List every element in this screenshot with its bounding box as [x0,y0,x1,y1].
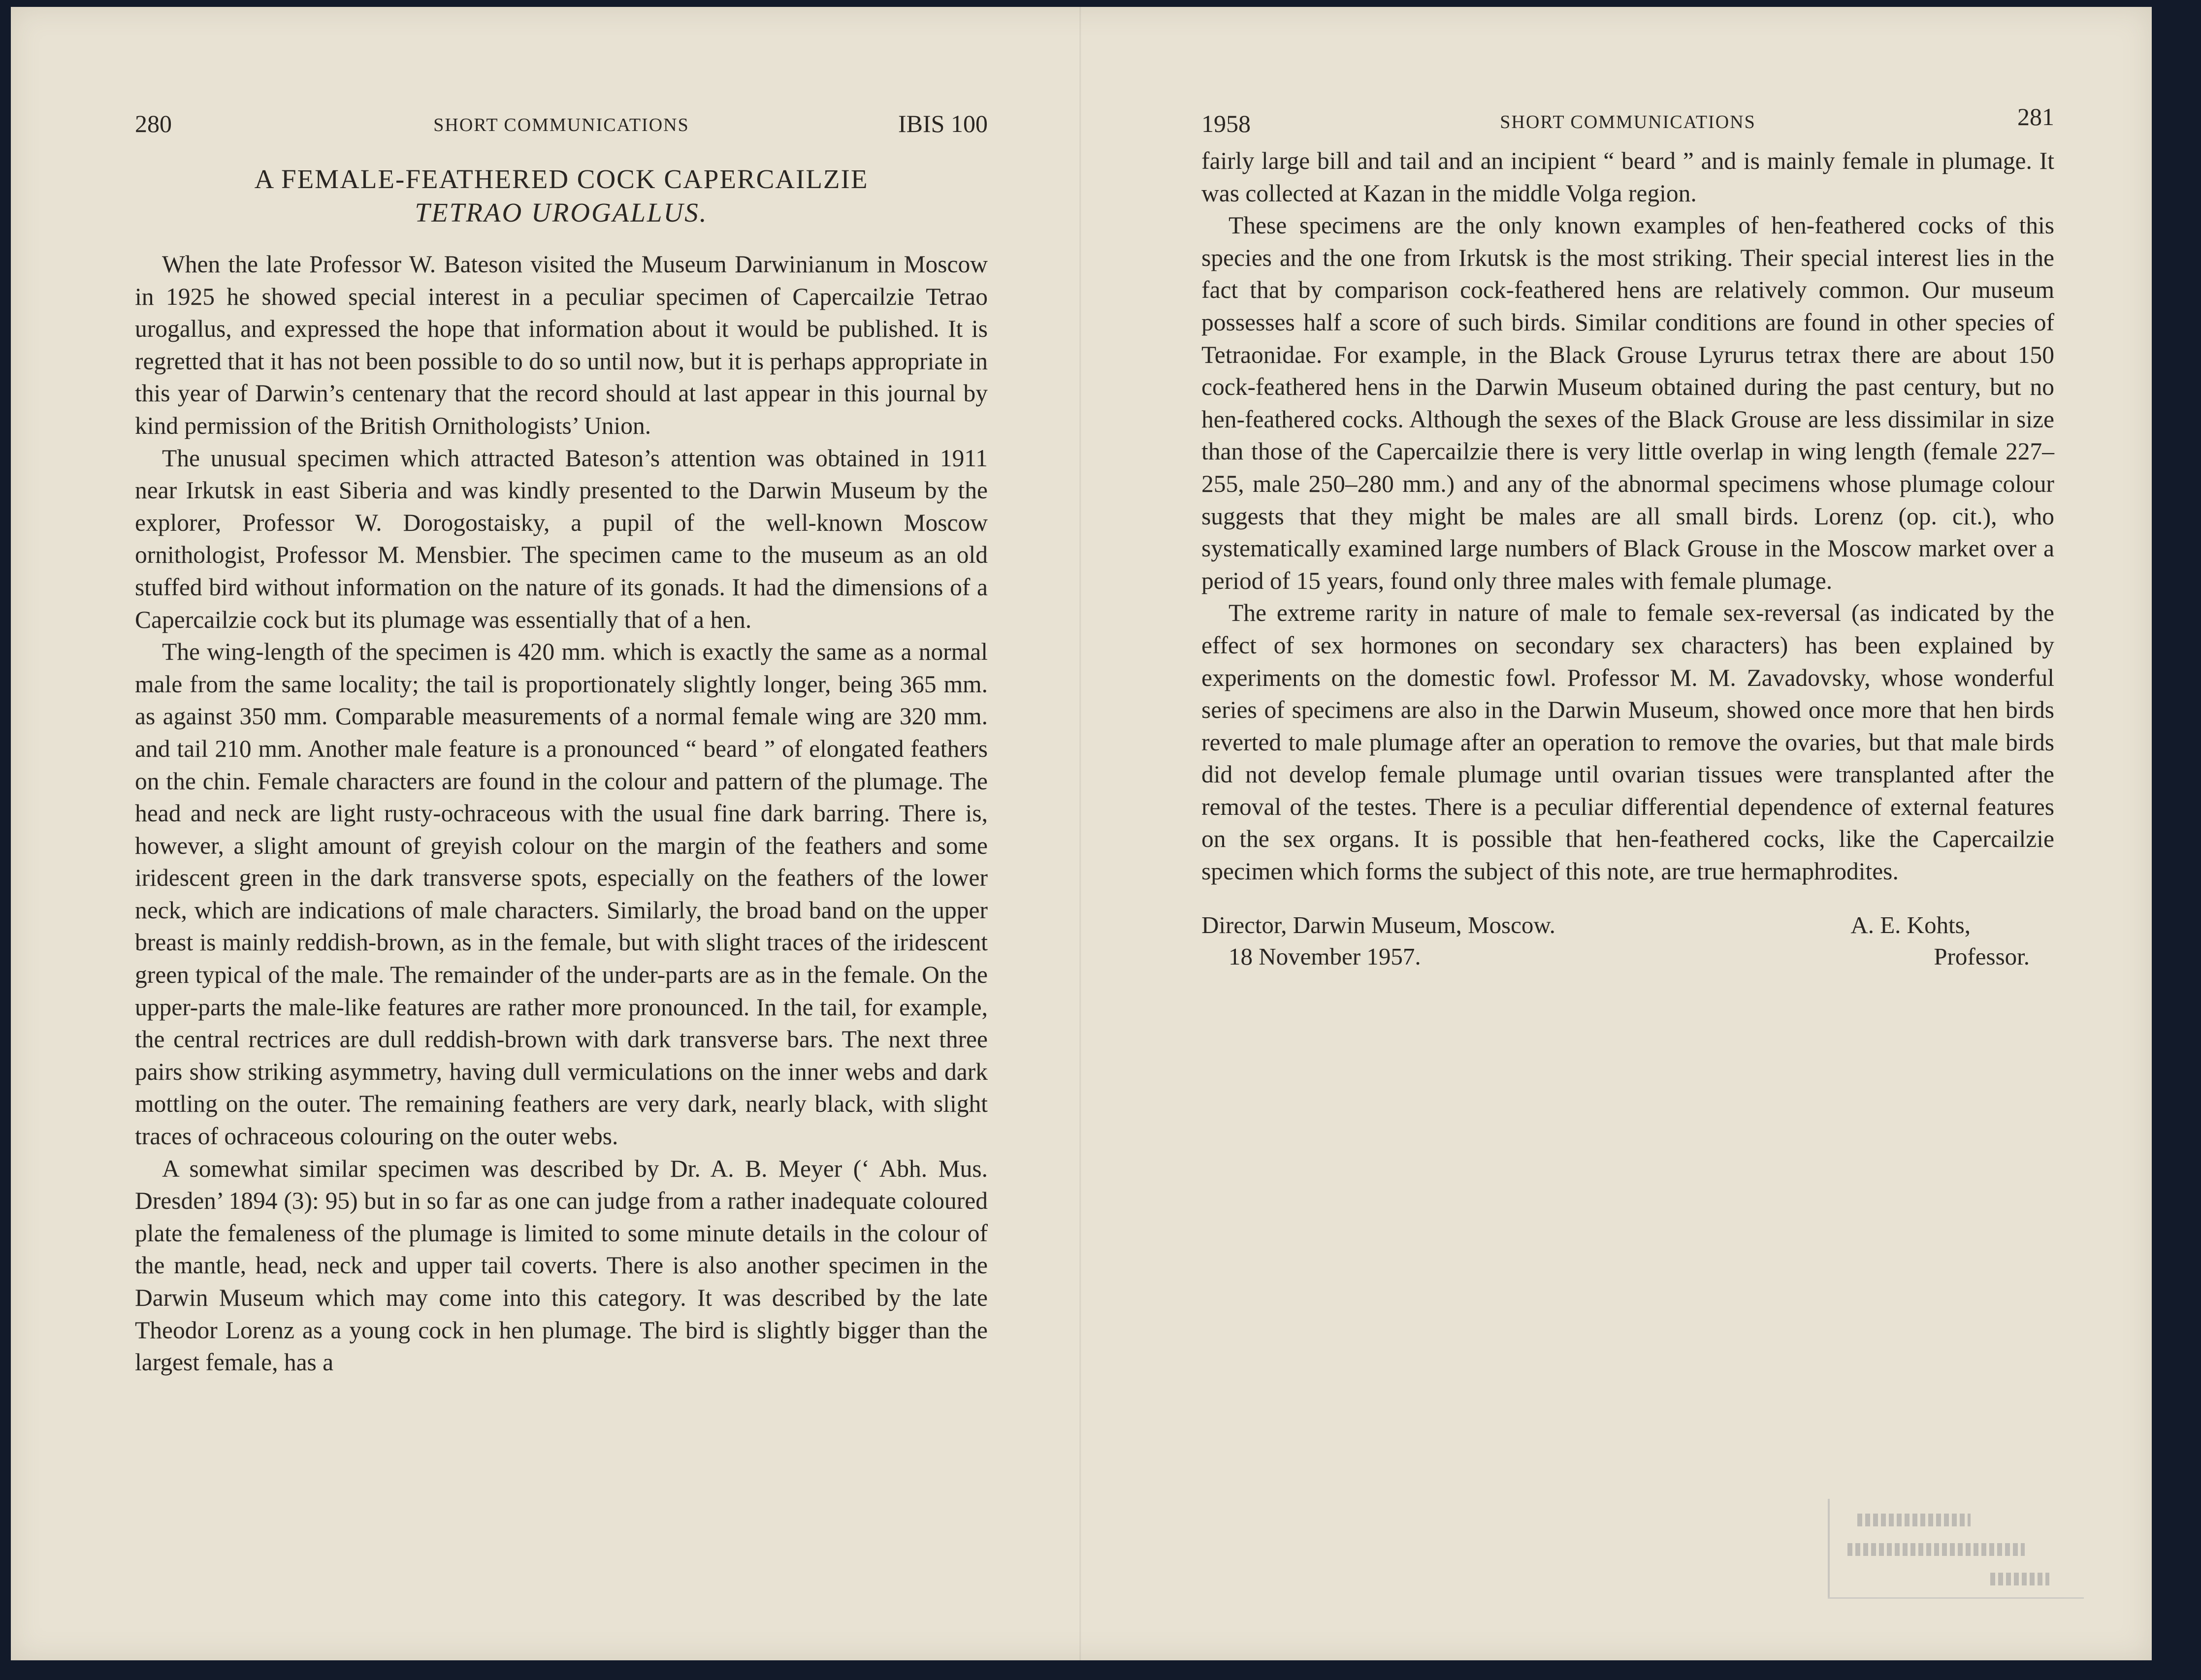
paragraph: The extreme rarity in nature of male to female sex-reversal (as indicated by the effect of sex hormones on secondary sex characters) has been explained by experiments on the domestic fowl. Professor M. M. Zavadovsky, whose wonderful series of specimens are also in the Darwin Museum, showed once more that hen birds reverted to male plumage after an operation to remove the ovaries, but that male birds did not develop female plumage until ovarian tissues were transplanted after the removal of the testes. There is a peculiar differential dependence of external features on the sex organs. It is possible that hen-feathered cocks, like the Capercailzie specimen which forms the subject of this note, are true hermaphrodites. [1201,599,2054,885]
paragraph: The unusual specimen which attracted Bateson’s attention was obtained in 1911 near Irkutsk in east Siberia and was kindly presented to the Darwin Museum by the explorer, Professor W. Dorogostaisky, a pupil of the well-known Moscow ornithologist, Professor M. Mensbier. The specimen came to the museum as an old stuffed bird without information on the nature of its gonads. It had the dimensions of a Capercailzie cock but its plumage was essentially that of a hen. [135,444,988,633]
right-running-head-title: SHORT COMMUNICATIONS [1500,112,1756,132]
author-name: A. E. Kohts, [1850,911,1971,938]
paragraph: fairly large bill and tail and an incipient “ beard ” and is mainly female in plumage. It was collected at Kazan in the middle Volga region. [1201,147,2054,207]
article-subtitle: TETRAO UROGALLUS. [415,197,708,227]
right-page-number: 281 [2017,103,2054,130]
paragraph: When the late Professor W. Bateson visited the Museum Darwinianum in Moscow in 1925 he showed special interest in a peculiar specimen of Capercailzie Tetrao urogallus, and expressed the hope that information about it would be published. It is regretted that it has not been possible to do so until now, but it is perhaps appropriate in this year of Darwin’s centenary that the record should at last appear in this journal by kind permission of the British Ornithologists’ Union. [135,251,988,439]
right-body-text [1201,145,2054,888]
right-running-head [1201,102,2054,147]
paragraph: A somewhat similar specimen was described by Dr. A. B. Meyer (‘ Abh. Mus. Dresden’ 1894 (3): 95) but in so far as one can judge from a rather inadequate coloured plate the femaleness of the plumage is limited to some minute details in the colour of the mantle, head, neck and upper tail coverts. There is also another specimen in the Darwin Museum which may come into this category. It was described by the late Theodor Lorenz as a young cock in hen plumage. The bird is slightly bigger than the largest female, has a [135,1155,988,1376]
author-title: Professor. [1934,942,2030,970]
paragraph: The wing-length of the specimen is 420 mm. which is exactly the same as a normal male from the same locality; the tail is proportionately slightly longer, being 365 mm. as against 350 mm. Comparable measurements of a normal female wing are 320 mm. and tail 210 mm. Another male feature is a pronounced “ beard ” of elongated feathers on the chin. Female characters are found in the colour and pattern of the plumage. The head and neck are light rusty-ochraceous with the usual fine dark barring. There is, however, a slight amount of greyish colour on the margin of the feathers and some iridescent green in the dark transverse spots, especially on the feathers of the lower neck, which are indications of male characters. Similarly, the broad band on the upper breast is mainly reddish-brown, as in the female, but with slight traces of the iridescent green typical of the male. The remainder of the under-parts are as in the female. On the upper-parts the male-like features are rather more pronounced. In the tail, for example, the central rectrices are dull reddish-brown with dark transverse bars. The next three pairs show striking asymmetry, having dull vermiculations on the inner webs and dark mottling on the outer. The remaining feathers are very dark, nearly black, with slight traces of ochraceous colouring on the outer webs. [135,638,988,1150]
left-page [135,7,988,1379]
journal-label: IBIS 100 [898,110,988,137]
author-affiliation: Director, Darwin Museum, Moscow. [1201,911,1555,938]
signature-block [1201,909,2054,978]
article-title: A FEMALE-FEATHERED COCK CAPERCAILZIE [254,164,869,194]
left-running-head [135,109,988,154]
scanned-sheet [11,7,2152,1660]
left-body-text [135,248,988,1379]
right-page [1201,7,2054,978]
submission-date: 18 November 1957. [1229,942,1421,970]
paragraph: These specimens are the only known examples of hen-feathered cocks of this species and the one from Irkutsk is the most striking. Their special interest lies in the fact that by comparison cock-feathered hens are relatively common. Our museum possesses half a score of such birds. Similar conditions are found in other species of Tetraonidae. For example, in the Black Grouse Lyrurus tetrax there are about 150 cock-feathered hens in the Darwin Museum obtained during the past century, but no hen-feathered cocks. Although the sexes of the Black Grouse are less dissimilar in size than those of the Capercailzie there is very little overlap in wing length (female 227–255, male 250–280 mm.) and any of the abnormal specimens whose plumage colour suggests that they might be males are all small birds. Lorenz (op. cit.), who systematically examined large numbers of Black Grouse in the Moscow market over a period of 15 years, found only three males with female plumage. [1201,212,2054,594]
left-running-head-title: SHORT COMMUNICATIONS [433,115,689,135]
year-label: 1958 [1201,110,1251,137]
page-fold [1079,7,1081,1660]
left-page-number: 280 [135,110,172,137]
library-stamp [1828,1499,2094,1607]
